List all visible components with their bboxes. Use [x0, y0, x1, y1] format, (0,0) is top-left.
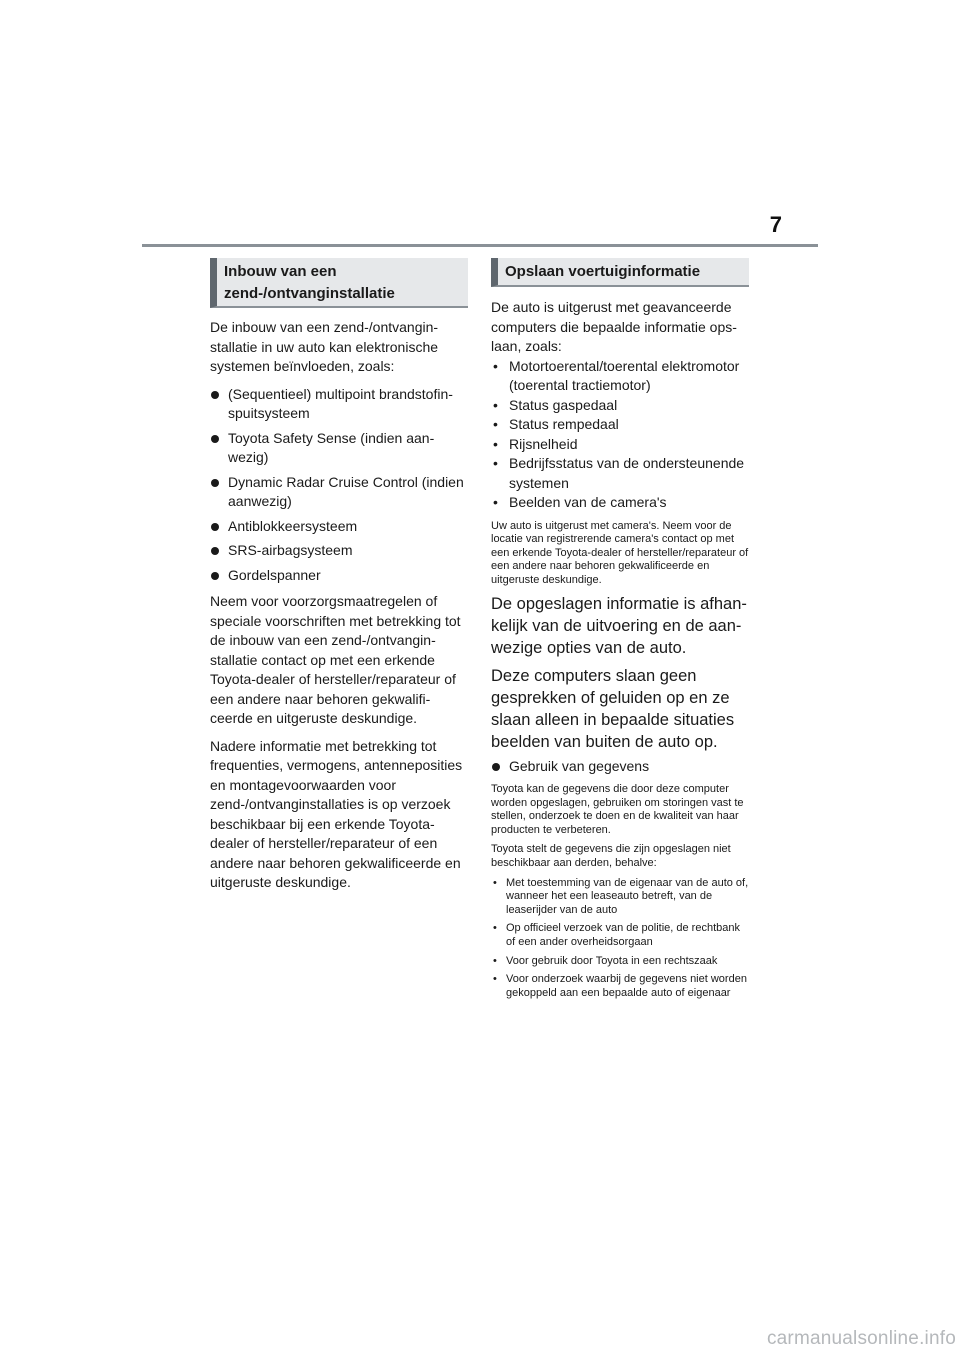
heading-line-1: Inbouw van een	[224, 263, 337, 280]
bullet-dot-icon	[211, 547, 219, 555]
system-label: Antiblokkeersysteem	[228, 517, 358, 534]
list-item	[210, 385, 468, 424]
list-item: • Motortoerental/toerental elektromotor (toerental tractiemotor)	[491, 357, 749, 396]
list-item: • Beelden van de camera's	[491, 493, 749, 513]
system-label: Gordelspanner	[228, 566, 321, 583]
heading-line-2: zend-/ontvanginstallatie	[224, 285, 395, 302]
list-item: • Op officieel verzoek van de politie, de rechtbank of een ander overheidsorgaan	[491, 922, 749, 949]
data-usage-label: Gebruik van gegevens	[509, 758, 650, 775]
transceiver-intro: De inbouw van een zend-/ontvanginstallatie in uw auto kan elektronische systemen beïnvloeden, zoals:	[210, 319, 439, 374]
left-column	[210, 258, 468, 893]
bullet-dot-icon	[211, 479, 219, 487]
data-disclosure-text: Toyota stelt de gegevens die zijn opgeslagen niet beschikbaar aan derden, behalve:	[491, 843, 731, 869]
list-item: • Status rempedaal	[491, 415, 749, 435]
frequency-info-paragraph: Nadere informatie met betrekking tot frequenties, vermogens, antenneposities en montagevoorwaarden voor zend-/ontvanginstallaties is op verzoek beschikbaar bij een erkende Toyota-dealer of hersteller/reparateur of een andere naar behoren gekwalificeerde en uitgeruste deskundige.	[210, 737, 463, 890]
section-heading-vehicle-data	[491, 258, 749, 287]
bullet-dot-icon	[211, 391, 219, 399]
list-item	[210, 517, 468, 537]
list-item: • Voor onderzoek waarbij de gegevens niet worden gekoppeld aan een bepaalde auto of eigenaar	[491, 973, 749, 1000]
list-item	[210, 429, 468, 468]
system-label: SRS-airbagsysteem	[228, 542, 353, 558]
list-item: • Status gaspedaal	[491, 396, 749, 416]
bullet-dot-icon	[492, 763, 500, 771]
stored-info-list	[491, 357, 749, 513]
system-label: (Sequentieel) multipoint brandstofinspuitsysteem	[228, 385, 453, 421]
list-item	[210, 541, 468, 561]
disclosure-exceptions-list	[491, 877, 749, 1001]
page-number: 7	[769, 212, 782, 237]
right-column	[491, 258, 749, 1005]
no-audio-statement: Deze computers slaan geen gesprekken of geluiden op en ze slaan alleen in bepaalde situaties beelden van buiten de auto op.	[491, 667, 735, 752]
list-item	[210, 473, 468, 512]
stored-info-dependency: De opgeslagen informatie is afhankelijk van de uitvoering en de aanwezige opties van de auto.	[491, 595, 747, 658]
bullet-dot-icon	[211, 523, 219, 531]
data-usage-item	[491, 757, 749, 777]
camera-note: Uw auto is uitgerust met camera's. Neem voor de locatie van registrerende camera's contact op met een erkende Toyota-dealer of hersteller/reparateur of een andere naar behoren gekwalificeerde en uitgeruste deskundige.	[491, 519, 749, 586]
site-watermark: carmanualsonline.info	[766, 1328, 956, 1349]
list-item	[210, 566, 468, 586]
list-item: • Met toestemming van de eigenaar van de auto of, wanneer het een leaseauto betreft, van de leaserijder van de auto	[491, 877, 749, 918]
list-item: • Bedrijfsstatus van de ondersteunende systemen	[491, 454, 749, 493]
data-usage-text: Toyota kan de gegevens die door deze computer worden opgeslagen, gebruiken om storingen vast te stellen, onderzoek te doen en de kwaliteit van haar producten te verbeteren.	[491, 782, 744, 836]
list-item: • Rijsnelheid	[491, 435, 749, 455]
vehicle-data-intro: De auto is uitgerust met geavanceerde computers die bepaalde informatie opslaan, zoals:	[491, 299, 737, 354]
system-label: Toyota Safety Sense (indien aanwezig)	[228, 429, 435, 465]
heading-text: Opslaan voertuiginformatie	[505, 263, 701, 280]
bullet-dot-icon	[211, 572, 219, 580]
section-heading-transceiver	[210, 258, 468, 308]
header-rule	[142, 244, 818, 247]
bullet-dot-icon	[211, 435, 219, 443]
list-item: • Voor gebruik door Toyota in een rechtszaak	[491, 955, 749, 969]
system-label: Dynamic Radar Cruise Control (indien aanwezig)	[228, 473, 464, 509]
precautions-paragraph: Neem voor voorzorgsmaatregelen of speciale voorschriften met betrekking tot de inbouw van een zend-/ontvanginstallatie contact op met een erkende Toyota-dealer of hersteller/reparateur of een andere naar behoren gekwalificeerde en uitgeruste deskundige.	[210, 593, 461, 726]
